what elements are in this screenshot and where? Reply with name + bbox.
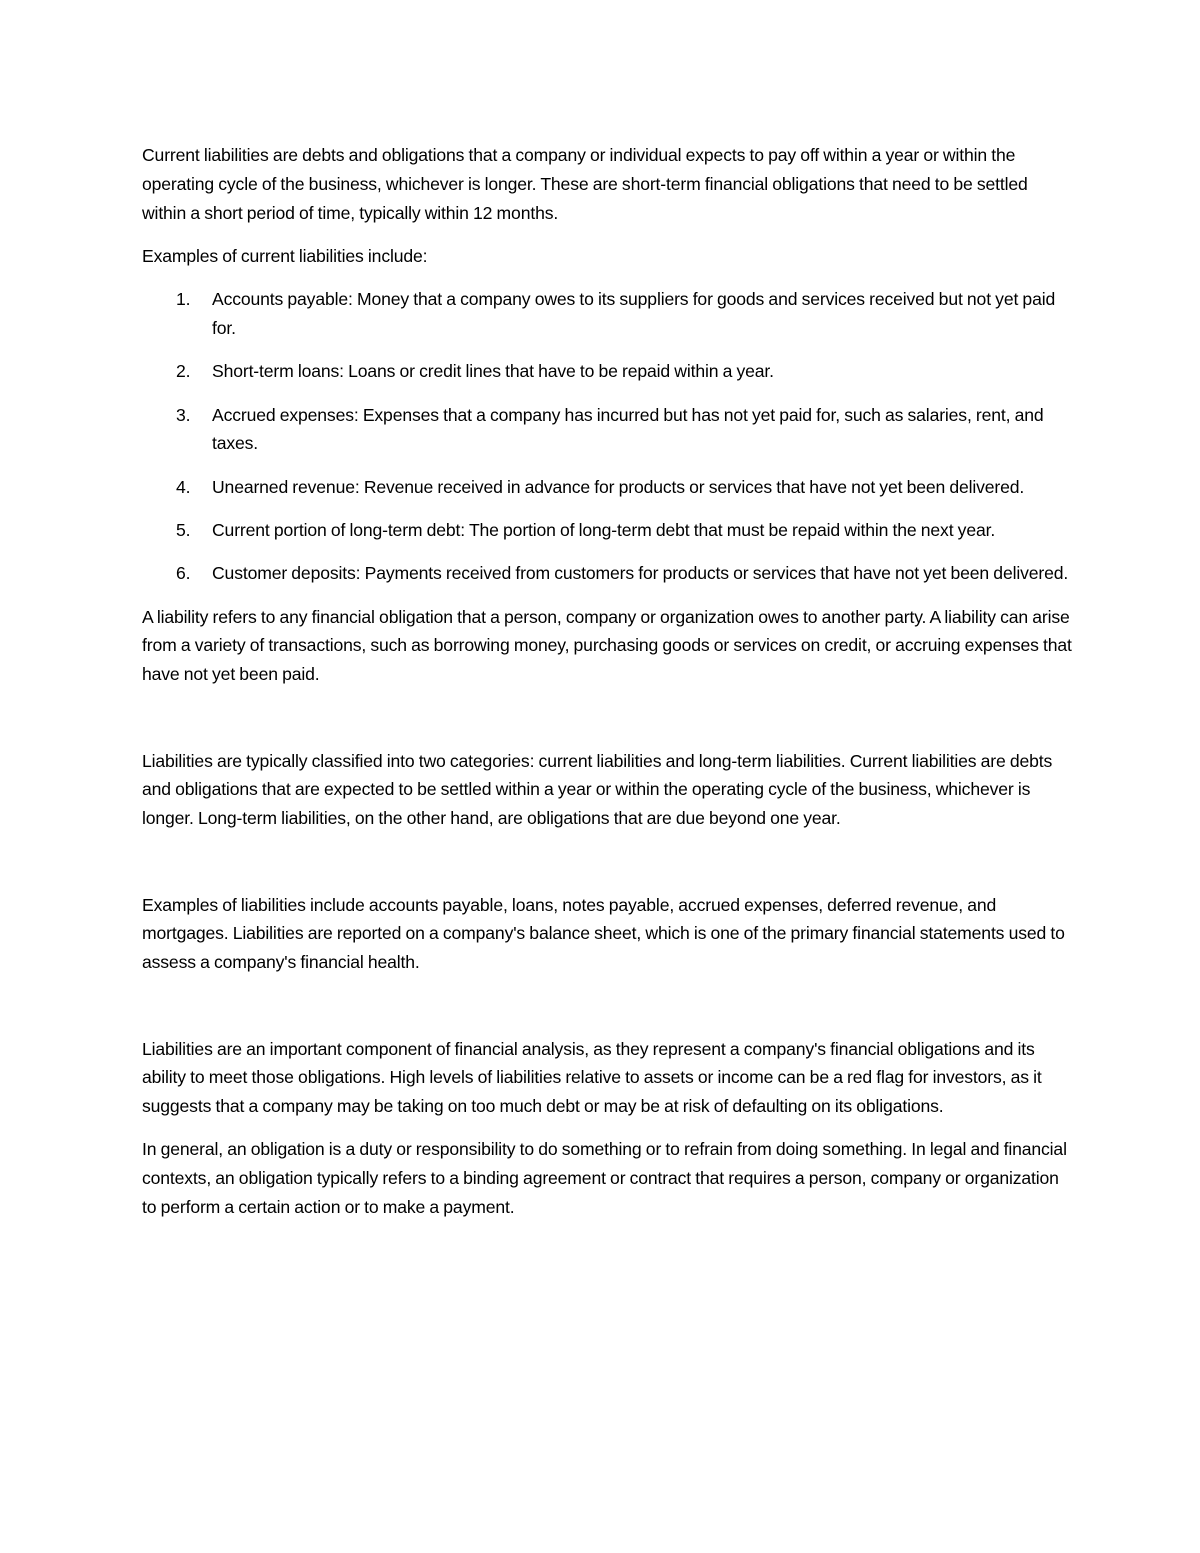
importance-paragraph: Liabilities are an important component of financial analysis, as they represent a company's financial obligations and its ability to meet those obligations. High levels of liabilities relative to assets or income can be a red flag for investors, as it suggests that a company may be taking on too much debt or may be at risk of defaulting on its obligations.	[142, 1038, 1042, 1117]
list-item	[142, 401, 1072, 459]
liability-definition-paragraph: A liability refers to any financial obligation that a person, company or organization owes to another party. A liability can arise from a variety of transactions, such as borrowing money, purchasing goods or services on credit, or accruing expenses that have not yet been paid.	[142, 606, 1072, 685]
list-item	[142, 516, 1072, 545]
list-item-text: Customer deposits: Payments received from customers for products or services that have not yet been delivered.	[212, 563, 1069, 584]
intro-paragraph: Current liabilities are debts and obligations that a company or individual expects to pay off within a year or within the operating cycle of the business, whichever is longer. These are short-term financial obligations that need to be settled within a short period of time, typically within 12 months.	[142, 145, 1028, 223]
list-item	[142, 285, 1072, 343]
examples-heading: Examples of current liabilities include:	[142, 245, 428, 266]
document-page	[142, 141, 1072, 1236]
list-item-number: 4.	[176, 476, 191, 497]
current-liabilities-list	[142, 285, 1072, 588]
list-item	[142, 357, 1072, 386]
list-item	[142, 559, 1072, 588]
list-item-number: 5.	[176, 519, 191, 540]
list-item-number: 2.	[176, 361, 191, 382]
list-item-number: 6.	[176, 563, 191, 584]
liability-examples-paragraph: Examples of liabilities include accounts payable, loans, notes payable, accrued expenses, deferred revenue, and mortgages. Liabilities are reported on a company's balance sheet, which is one of the primary financial statements used to assess a company's financial health.	[142, 894, 1065, 973]
list-item-text: Unearned revenue: Revenue received in advance for products or services that have not yet been delivered.	[212, 476, 1025, 497]
classification-paragraph: Liabilities are typically classified into two categories: current liabilities and long-term liabilities. Current liabilities are debts and obligations that are expected to be settled within a year or within the operating cycle of the business, whichever is longer. Long-term liabilities, on the other hand, are obligations that are due beyond one year.	[142, 750, 1053, 829]
list-item-text: Accrued expenses: Expenses that a company has incurred but has not yet paid for, such as salaries, rent, and taxes.	[212, 404, 1044, 454]
list-item	[142, 473, 1072, 502]
obligation-definition-paragraph: In general, an obligation is a duty or responsibility to do something or to refrain from doing something. In legal and financial contexts, an obligation typically refers to a binding agreement or contract that requires a person, company or organization to perform a certain action or to make a payment.	[142, 1139, 1067, 1217]
list-item-number: 1.	[176, 289, 191, 310]
list-item-number: 3.	[176, 404, 191, 425]
list-item-text: Current portion of long-term debt: The portion of long-term debt that must be repaid within the next year.	[212, 519, 996, 540]
list-item-text: Short-term loans: Loans or credit lines that have to be repaid within a year.	[212, 361, 774, 382]
list-item-text: Accounts payable: Money that a company owes to its suppliers for goods and services received but not yet paid for.	[212, 289, 1056, 338]
